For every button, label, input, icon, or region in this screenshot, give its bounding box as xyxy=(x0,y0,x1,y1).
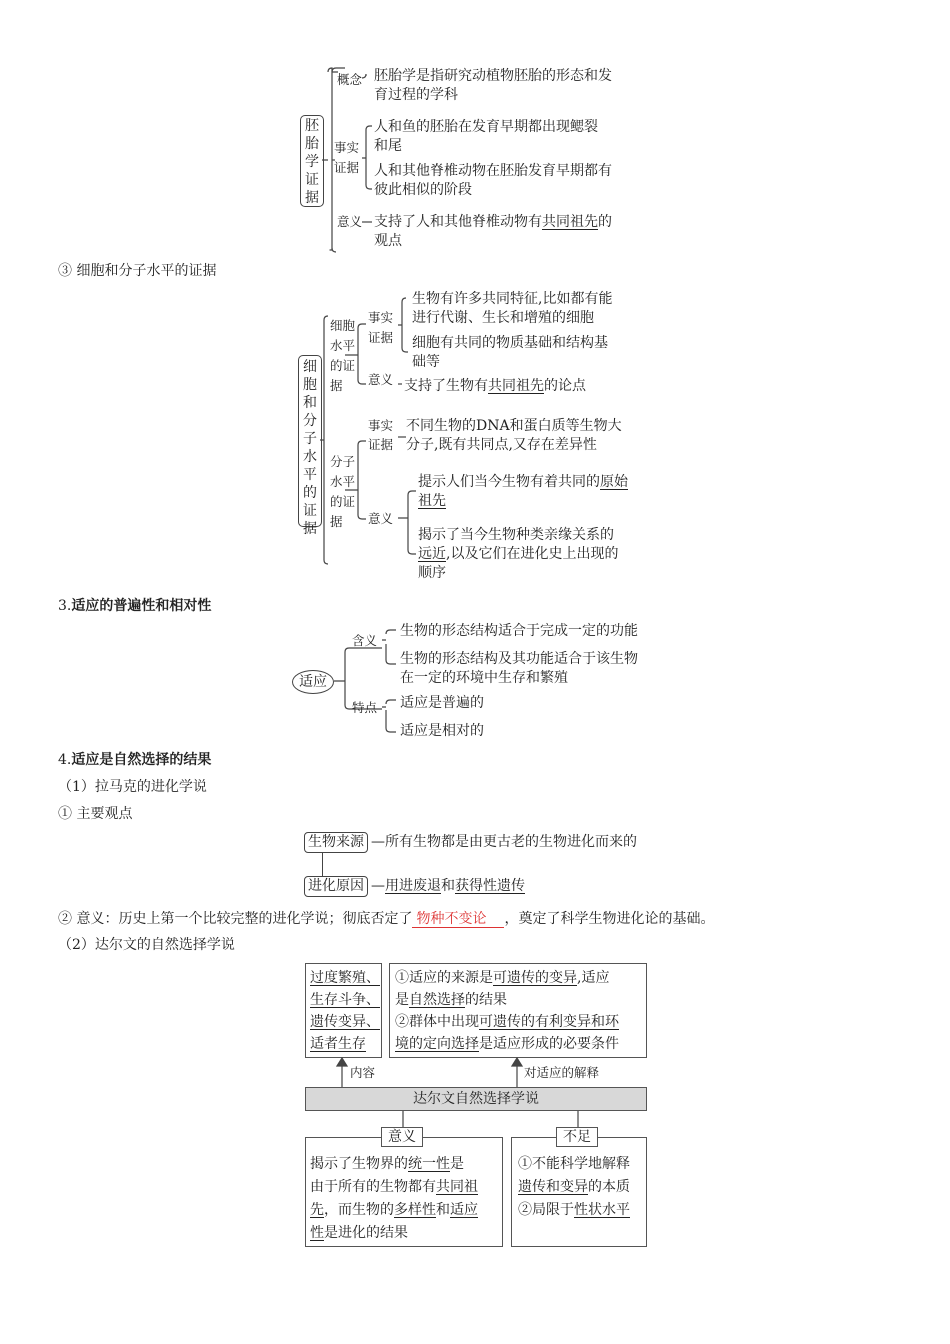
cell-label-line3: 的证 xyxy=(330,358,356,373)
mol-m2-distance: 远近 xyxy=(418,546,446,562)
dm-l3e: 适应 xyxy=(450,1202,478,1218)
adaptation-meaning2-line2: 在一定的环境中生存和繁殖 xyxy=(400,670,568,686)
darwin-meaning-line4 xyxy=(310,1222,478,1245)
adaptation-feature1: 适应是普遍的 xyxy=(400,695,484,711)
mol-fact-line1: 不同生物的DNA和蛋白质等生物大 xyxy=(406,418,622,434)
darwin-content-3: 遗传变异、 xyxy=(310,1014,380,1030)
darwin-exp-l2c: 的结果 xyxy=(465,992,507,1008)
darwin-exp-l1b: 可遗传的变异 xyxy=(493,970,577,986)
cell-label-line2: 水平 xyxy=(330,338,356,353)
mol-meaning1-line2: 祖先 xyxy=(418,493,446,509)
mol-label-line1: 分子 xyxy=(330,454,356,469)
darwin-arrow-explain-label: 对适应的解释 xyxy=(524,1065,600,1080)
significance-text-b: ，奠定了科学生物进化论的基础。 xyxy=(504,911,715,927)
mol-fact-label-2: 证据 xyxy=(368,437,394,452)
mol-meaning2-line1: 揭示了当今生物种类亲缘关系的 xyxy=(418,527,614,543)
darwin-content-1: 过度繁殖、 xyxy=(310,970,380,986)
cell-meaning-common-ancestor: 共同祖先 xyxy=(488,378,544,394)
mol-m1-original: 原始 xyxy=(600,474,628,490)
darwin-meaning-line2 xyxy=(310,1176,478,1199)
embryo-meaning-l1c: 的 xyxy=(598,214,612,230)
darwin-exp-l1a: ①适应的来源是 xyxy=(395,970,493,986)
lamarck-acquired: 获得性遗传 xyxy=(455,878,525,894)
dm-l3d: 和 xyxy=(436,1202,450,1218)
dm-l3b: ，而生物的 xyxy=(324,1202,394,1218)
lamarck-origin-text: —所有生物都是由更古老的生物进化而来的 xyxy=(371,834,637,850)
lamarck-and: 和 xyxy=(441,878,455,894)
embryo-fact2-line2: 彼此相似的阶段 xyxy=(374,182,472,198)
cell-fact-label-2: 证据 xyxy=(368,330,394,345)
darwin-meaning-line1 xyxy=(310,1153,478,1176)
embryo-fact-label-1: 事实 xyxy=(334,140,360,155)
significance-text-a: ② 意义：历史上第一个比较完整的进化学说；彻底否定了 xyxy=(58,911,413,927)
darwin-meaning-line3 xyxy=(310,1199,478,1222)
embryo-concept-line2: 育过程的学科 xyxy=(374,87,458,103)
dm-l3c: 多样性 xyxy=(394,1202,436,1218)
darwin-shortfall-tag: 不足 xyxy=(556,1127,598,1147)
dm-l2a: 由于所有的生物都有 xyxy=(310,1179,436,1195)
mol-fact-line2: 分子,既有共同点,又存在差异性 xyxy=(406,437,597,453)
darwin-exp-l4a: 境的定向选择 xyxy=(395,1036,479,1052)
cell-meaning-label: 意义 xyxy=(368,372,394,387)
darwin-short-line2 xyxy=(518,1176,630,1199)
embryo-meaning-common-ancestor: 共同祖先 xyxy=(542,214,598,230)
cell-label-line4: 据 xyxy=(330,378,343,393)
darwin-exp-l2b: 自然选择 xyxy=(409,992,465,1008)
darwin-center-title: 达尔文自然选择学说 xyxy=(305,1087,647,1111)
embryo-fact1-line2: 和尾 xyxy=(374,138,402,154)
darwin-content-2: 生存斗争、 xyxy=(310,992,380,1008)
dm-l1c: 是 xyxy=(450,1156,464,1172)
adaptation-feature-label: 特点 xyxy=(352,700,378,715)
darwin-meaning-tag: 意义 xyxy=(381,1127,423,1147)
dm-l1b: 统一性 xyxy=(408,1156,450,1172)
adaptation-root: 适应 xyxy=(292,670,334,694)
embryo-meaning-l1a: 支持了人和其他脊椎动物有 xyxy=(374,214,542,230)
mol-meaning-label: 意义 xyxy=(368,511,394,526)
dm-l1a: 揭示了生物界的 xyxy=(310,1156,408,1172)
embryo-concept-label: 概念 xyxy=(337,72,363,87)
darwin-exp-l4b: 是适应形成的必要条件 xyxy=(479,1036,619,1052)
ds-l3a: ②局限于 xyxy=(518,1202,574,1218)
mol-m2-b: ,以及它们在进化史上出现的 xyxy=(446,546,619,562)
adaptation-meaning2-line1: 生物的形态结构及其功能适合于该生物 xyxy=(400,651,638,667)
cellmol-root-label: 细胞和分子水平的证据 xyxy=(303,359,317,537)
mol-meaning2-line3: 顺序 xyxy=(418,565,446,581)
darwin-exp-l3a: ②群体中出现 xyxy=(395,1014,479,1030)
cell-fact1-line1: 生物有许多共同特征,比如都有能 xyxy=(412,291,613,307)
lamarck-use-disuse: 用进废退 xyxy=(385,878,441,894)
embryo-fact1-line1: 人和鱼的胚胎在发育早期都出现鳃裂 xyxy=(374,119,598,135)
cell-meaning-c: 的论点 xyxy=(544,378,586,394)
dm-l4a: 性 xyxy=(310,1225,324,1241)
embryo-root-label: 胚胎学证据 xyxy=(305,118,319,206)
embryo-concept-text1: 胚胎学是指研究动植物胚胎的形态和发 xyxy=(374,68,612,84)
darwin-short-line1: ①不能科学地解释 xyxy=(518,1156,630,1172)
mol-fact-label-1: 事实 xyxy=(368,418,394,433)
darwin-exp-l2a: 是 xyxy=(395,992,409,1008)
cell-fact2-line2: 础等 xyxy=(412,354,440,370)
mol-label-line3: 的证 xyxy=(330,494,356,509)
dm-l3a: 先 xyxy=(310,1202,324,1218)
embryo-fact2-line1: 人和其他脊椎动物在胚胎发育早期都有 xyxy=(374,163,612,179)
cell-fact1-line2: 进行代谢、生长和增殖的细胞 xyxy=(412,310,594,326)
dm-l2b: 共同祖 xyxy=(436,1179,478,1195)
darwin-short-line3 xyxy=(518,1199,630,1222)
significance-answer: 物种不变论 xyxy=(416,911,487,927)
lamarck-cause-dash: — xyxy=(371,878,385,894)
cell-molecular-heading: ③ 细胞和分子水平的证据 xyxy=(58,263,217,279)
adaptation-feature2: 适应是相对的 xyxy=(400,723,484,739)
mol-label-line4: 据 xyxy=(330,514,343,529)
cell-meaning-a: 支持了生物有 xyxy=(404,378,488,394)
ds-l3b: 性状水平 xyxy=(574,1202,630,1218)
cell-fact2-line1: 细胞有共同的物质基础和结构基 xyxy=(412,335,608,351)
adaptation-meaning1: 生物的形态结构适合于完成一定的功能 xyxy=(400,623,638,639)
darwin-shortfall-text xyxy=(518,1153,630,1222)
lamarck-main-points: ① 主要观点 xyxy=(58,806,133,822)
darwin-heading: （2）达尔文的自然选择学说 xyxy=(58,937,235,953)
darwin-content-4: 适者生存 xyxy=(310,1036,366,1052)
ds-l2b: 的本质 xyxy=(588,1179,630,1195)
darwin-arrow-content-label: 内容 xyxy=(350,1065,376,1080)
adaptation-meaning-label: 含义 xyxy=(352,633,378,648)
embryo-meaning-label: 意义 xyxy=(337,214,363,229)
section4-num: 4. xyxy=(58,752,72,768)
lamarck-heading: （1）拉马克的进化学说 xyxy=(58,779,207,795)
cell-label-line1: 细胞 xyxy=(330,318,356,333)
dm-l4b: 是进化的结果 xyxy=(324,1225,408,1241)
mol-m1-a: 提示人们当今生物有着共同的 xyxy=(418,474,600,490)
section4-title: 适应是自然选择的结果 xyxy=(71,752,212,768)
darwin-meaning-text xyxy=(310,1153,478,1245)
section3-num: 3. xyxy=(58,598,72,614)
darwin-exp-l1c: ,适应 xyxy=(577,970,610,986)
lamarck-box-origin: 生物来源 xyxy=(304,832,368,853)
section3-title: 适应的普遍性和相对性 xyxy=(71,598,212,614)
darwin-exp-l3b: 可遗传的有利变异和环 xyxy=(479,1014,619,1030)
ds-l2a: 遗传和变异 xyxy=(518,1179,588,1195)
mol-label-line2: 水平 xyxy=(330,474,356,489)
cell-fact-label-1: 事实 xyxy=(368,310,394,325)
embryo-fact-label-2: 证据 xyxy=(334,160,360,175)
embryo-meaning-line2: 观点 xyxy=(374,233,402,249)
lamarck-box-cause: 进化原因 xyxy=(304,876,368,897)
